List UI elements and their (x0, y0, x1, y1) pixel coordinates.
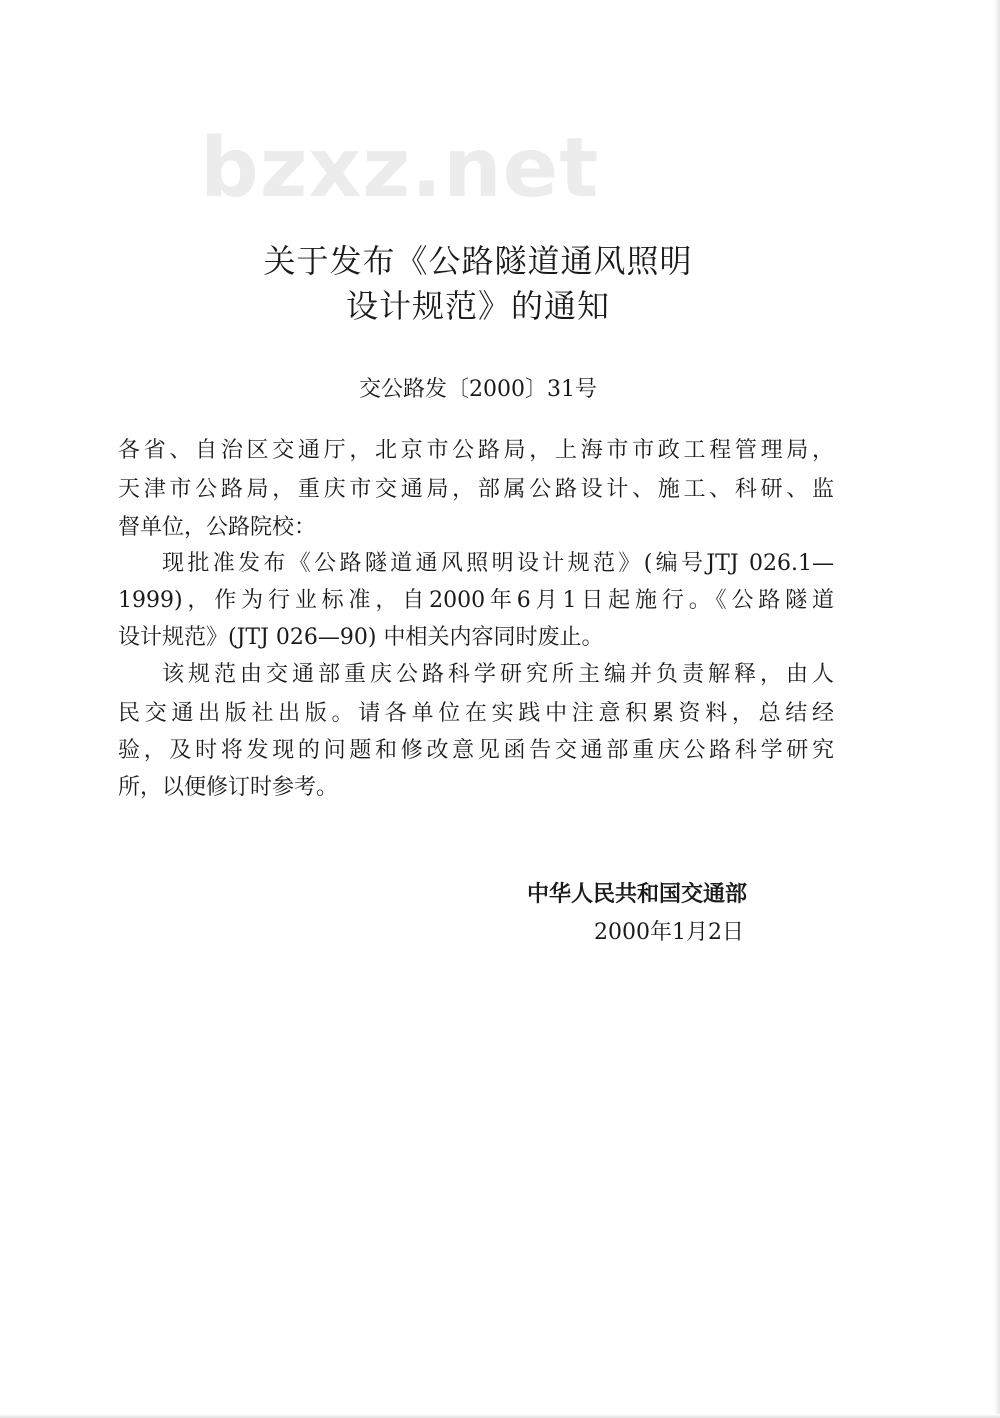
notice-title-line-1: 关于发布《公路隧道通风照明 (263, 242, 693, 280)
paragraph-2-line-3: 验，及时将发现的问题和修改意见函告交通部重庆公路科学研究 (118, 738, 834, 763)
page-edge-bottom (0, 1414, 1000, 1418)
paragraph-2-line-4: 所，以便修订时参考。 (118, 775, 339, 800)
addressee-line-2: 天津市公路局，重庆市交通局，部属公路设计、施工、科研、监 (118, 477, 834, 502)
signature-organization: 中华人民共和国交通部 (527, 882, 748, 907)
paragraph-1-line-1: 现批准发布《公路隧道通风照明设计规范》(编号JTJ 026.1— (162, 551, 834, 576)
page-edge-right (994, 0, 1000, 1418)
document-number: 交公路发〔2000〕31号 (359, 377, 597, 402)
signature-date: 2000年1月2日 (594, 920, 744, 945)
notice-title-line-2: 设计规范》的通知 (345, 287, 610, 325)
addressee-line-1: 各省、自治区交通厅，北京市公路局，上海市市政工程管理局， (118, 438, 834, 463)
watermark: bzxz.net (200, 121, 600, 216)
paragraph-2-line-1: 该规范由交通部重庆公路科学研究所主编并负责解释，由人 (162, 662, 834, 687)
paragraph-2-line-2: 民交通出版社出版。请各单位在实践中注意积累资料，总结经 (118, 701, 834, 726)
addressee-line-3: 督单位，公路院校： (118, 515, 317, 540)
paragraph-1-line-2: 1999)，作为行业标准，自2000年6月1日起施行。《公路隧道 (118, 588, 834, 613)
paragraph-1-line-3: 设计规范》(JTJ 026—90) 中相关内容同时废止。 (118, 625, 604, 650)
